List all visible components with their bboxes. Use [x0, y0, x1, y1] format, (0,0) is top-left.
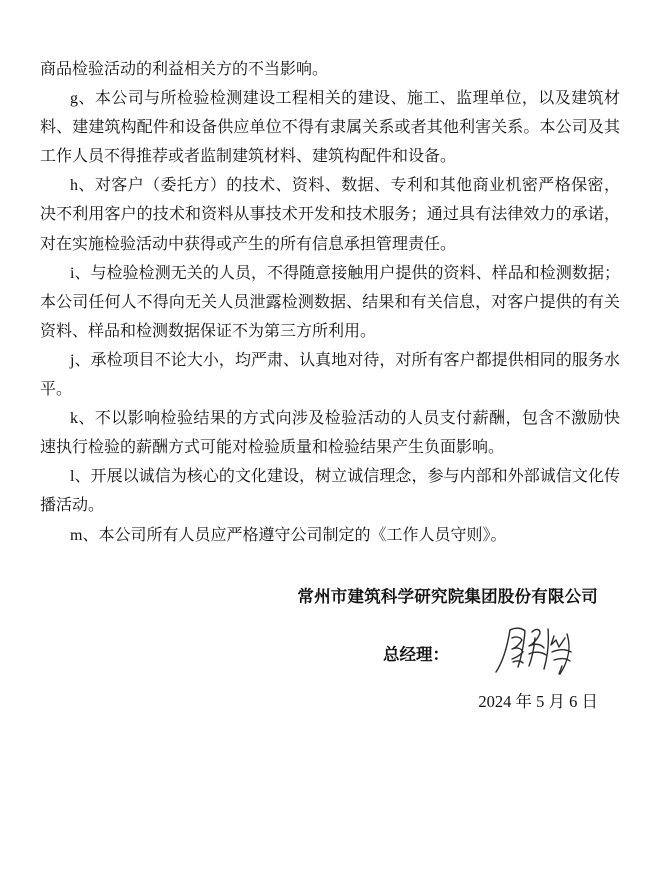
handwritten-signature-icon: [488, 622, 576, 680]
clause-paragraph-g: g、本公司与所检验检测建设工程相关的建设、施工、监理单位，以及建筑材料、建建筑构配件和设备供应单位不得有隶属关系或者其他利害关系。本公司及其工作人员不得推荐或者监制建筑材料、建筑构配件和设备。: [40, 90, 620, 166]
clause-paragraph-l: l、开展以诚信为核心的文化建设，树立诚信理念，参与内部和外部诚信文化传播活动。: [40, 468, 620, 515]
clause-paragraph-j: j、承检项目不论大小，均严肃、认真地对待，对所有客户都提供相同的服务水平。: [40, 351, 620, 399]
document-date: 2024 年 5 月 6 日: [478, 692, 598, 711]
clause-paragraph: 商品检验活动的利益相关方的不当影响。: [40, 61, 329, 78]
clause-paragraph-m: m、本公司所有人员应严格遵守公司制定的《工作人员守则》。: [70, 526, 507, 544]
document-body: [40, 55, 620, 550]
clause-paragraph-k: k、不以影响检验结果的方式向涉及检验活动的人员支付薪酬，包含不激励快速执行检验的薪酬方式可能对检验质量和检验结果产生负面影响。: [40, 410, 620, 457]
clause-paragraph-h: h、对客户（委托方）的技术、资料、数据、专利和其他商业机密严格保密，决不利用客户的技术和资料从事技术开发和技术服务；通过具有法律效力的承诺，对在实施检验活动中获得或产生的所有信息承担管理责任。: [40, 177, 620, 253]
signer-title-label: 总经理：: [383, 646, 449, 664]
company-name: 常州市建筑科学研究院集团股份有限公司: [297, 588, 598, 606]
clause-paragraph-i: i、与检验检测无关的人员，不得随意接触用户提供的资料、样品和检测数据；本公司任何人不得向无关人员泄露检测数据、结果和有关信息，对客户提供的有关资料、样品和检测数据保证不为第三方所利用。: [40, 264, 620, 340]
